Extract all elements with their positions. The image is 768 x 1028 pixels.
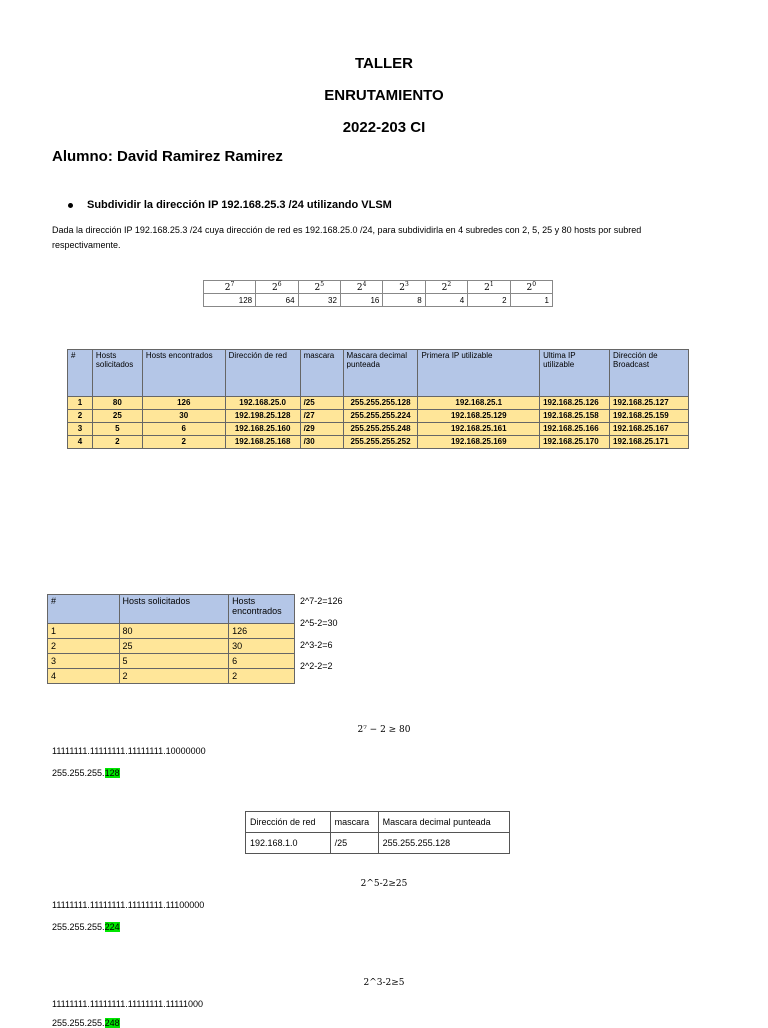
powers-exponent-row	[204, 281, 553, 294]
step3-binary: 11111111.11111111.11111111.11111000	[52, 999, 203, 1009]
step3-mask	[52, 1018, 120, 1028]
hosts-header-cell: Hosts solicitados	[119, 595, 229, 624]
hosts-cell: 6	[229, 654, 295, 669]
step1-mask-prefix: 255.255.255.	[52, 768, 105, 778]
doc-title-year: 2022-203 CI	[342, 119, 426, 136]
doc-title-taller: TALLER	[354, 55, 414, 72]
student-name: Alumno: David Ramirez Ramirez	[52, 148, 283, 165]
calc-line-4: 2^2-2=2	[300, 661, 333, 671]
step2-binary: 11111111.11111111.11111111.11100000	[52, 900, 205, 910]
power-exponent-cell	[468, 281, 510, 294]
vlsm-row	[68, 436, 689, 449]
vlsm-cell: 192.168.25.171	[610, 436, 689, 449]
hosts-header-row	[48, 595, 295, 624]
vlsm-cell: 192.168.25.167	[610, 423, 689, 436]
power-exponent-cell	[510, 281, 552, 294]
vlsm-header-cell: Ultima IP utilizable	[540, 350, 610, 397]
vlsm-cell: 255.255.255.248	[343, 423, 418, 436]
step1-mask	[52, 768, 120, 778]
vlsm-cell: 6	[142, 423, 225, 436]
step3-mask-prefix: 255.255.255.	[52, 1018, 105, 1028]
vlsm-cell: 192.168.25.158	[540, 410, 610, 423]
power-value-cell: 128	[204, 294, 256, 307]
powers-table	[203, 280, 553, 307]
hosts-cell: 1	[48, 624, 120, 639]
doc-title-enrutamiento: ENRUTAMIENTO	[324, 87, 444, 104]
hosts-cell: 2	[48, 639, 120, 654]
power-exponent: 7	[230, 281, 235, 288]
result-header-cell: mascara	[330, 812, 378, 833]
vlsm-header-cell: Hosts solicitados	[92, 350, 142, 397]
task-paragraph: Dada la dirección IP 192.168.25.3 /24 cuya dirección de red es 192.168.25.0 /24, para subdividirla en 4 subredes con 2, 5, 25 y 80 hosts por subred respectivamente.	[52, 225, 642, 250]
hosts-row	[48, 624, 295, 639]
power-base: 2	[272, 283, 278, 293]
power-exponent: 1	[489, 281, 494, 288]
result-cell: 255.255.255.128	[378, 833, 509, 854]
power-value-cell: 8	[383, 294, 425, 307]
step1-binary: 11111111.11111111.11111111.10000000	[52, 746, 206, 756]
vlsm-cell: 192.168.25.166	[540, 423, 610, 436]
vlsm-header-cell: mascara	[300, 350, 343, 397]
calc-line-2: 2^5-2=30	[300, 618, 338, 628]
power-base: 2	[356, 283, 363, 293]
power-exponent-cell	[383, 281, 425, 294]
vlsm-cell: 192.168.25.169	[418, 436, 540, 449]
vlsm-cell: /25	[300, 397, 343, 410]
vlsm-header-cell: #	[68, 350, 93, 397]
vlsm-cell: 80	[92, 397, 142, 410]
step2-mask-highlight: 224	[104, 922, 120, 932]
vlsm-cell: 192.168.25.161	[418, 423, 540, 436]
hosts-cell: 2	[229, 669, 295, 684]
task-bullet	[68, 199, 392, 211]
vlsm-cell: 4	[68, 436, 93, 449]
vlsm-body	[68, 397, 689, 449]
vlsm-row	[68, 423, 689, 436]
power-base: 2	[526, 283, 533, 293]
step3-formula: 2^3-2≥5	[363, 978, 405, 988]
vlsm-cell: 192.168.25.129	[418, 410, 540, 423]
vlsm-cell: 192.168.25.168	[225, 436, 300, 449]
vlsm-cell: /30	[300, 436, 343, 449]
vlsm-cell: 2	[142, 436, 225, 449]
hosts-cell: 2	[119, 669, 229, 684]
vlsm-cell: 2	[68, 410, 93, 423]
vlsm-cell: 192.168.25.170	[540, 436, 610, 449]
power-exponent: 2	[447, 281, 452, 288]
hosts-row	[48, 639, 295, 654]
power-exponent-cell	[204, 281, 256, 294]
calc-line-3: 2^3-2=6	[300, 640, 333, 650]
vlsm-table	[67, 349, 689, 449]
power-exponent-cell	[340, 281, 382, 294]
step2-mask	[52, 922, 120, 932]
bullet-dot-icon	[68, 203, 73, 208]
vlsm-header-cell: Mascara decimal punteada	[343, 350, 418, 397]
result-table	[245, 811, 510, 854]
hosts-cell: 5	[119, 654, 229, 669]
power-value-cell: 64	[256, 294, 298, 307]
vlsm-cell: 192.168.25.1	[418, 397, 540, 410]
step2-mask-prefix: 255.255.255.	[52, 922, 105, 932]
vlsm-cell: 192.168.25.159	[610, 410, 689, 423]
power-exponent-cell	[256, 281, 298, 294]
hosts-header-cell: Hosts encontrados	[229, 595, 295, 624]
task-bullet-text: Subdividir la dirección IP 192.168.25.3 /24 utilizando VLSM	[87, 199, 392, 211]
result-cell: 192.168.1.0	[246, 833, 331, 854]
power-exponent: 4	[362, 281, 367, 288]
power-base: 2	[399, 283, 405, 293]
vlsm-cell: 3	[68, 423, 93, 436]
vlsm-header-cell: Dirección de red	[225, 350, 300, 397]
vlsm-cell: /27	[300, 410, 343, 423]
power-base: 2	[314, 283, 321, 293]
vlsm-cell: /29	[300, 423, 343, 436]
step1-mask-highlight: 128	[104, 768, 120, 778]
power-base: 2	[484, 283, 490, 293]
vlsm-header-cell: Primera IP utilizable	[418, 350, 540, 397]
vlsm-cell: 255.255.255.128	[343, 397, 418, 410]
step3-mask-highlight: 248	[104, 1018, 120, 1028]
result-header-cell: Dirección de red	[246, 812, 331, 833]
result-header-row	[246, 812, 510, 833]
vlsm-row	[68, 397, 689, 410]
hosts-header-cell: #	[48, 595, 120, 624]
step2-formula: 2^5-2≥25	[360, 879, 408, 889]
power-exponent: 5	[320, 281, 325, 288]
hosts-cell: 4	[48, 669, 120, 684]
hosts-cell: 126	[229, 624, 295, 639]
vlsm-cell: 30	[142, 410, 225, 423]
calc-line-1: 2^7-2=126	[300, 596, 343, 606]
power-exponent: 3	[405, 281, 409, 288]
power-base: 2	[441, 283, 448, 293]
hosts-cell: 30	[229, 639, 295, 654]
vlsm-header-cell: Hosts encontrados	[142, 350, 225, 397]
vlsm-cell: 5	[92, 423, 142, 436]
step1-formula: 2⁷ − 2 ≥ 80	[357, 725, 411, 735]
vlsm-header-cell: Dirección de Broadcast	[610, 350, 689, 397]
power-value-cell: 2	[468, 294, 510, 307]
vlsm-cell: 255.255.255.224	[343, 410, 418, 423]
result-data-row	[246, 833, 510, 854]
vlsm-cell: 2	[92, 436, 142, 449]
power-exponent-cell	[425, 281, 467, 294]
power-value-cell: 16	[340, 294, 382, 307]
hosts-row	[48, 669, 295, 684]
result-header-cell: Mascara decimal punteada	[378, 812, 509, 833]
vlsm-cell: 192.168.25.160	[225, 423, 300, 436]
power-value-cell: 1	[510, 294, 552, 307]
vlsm-row	[68, 410, 689, 423]
power-value-cell: 4	[425, 294, 467, 307]
hosts-body	[48, 624, 295, 684]
power-base: 2	[224, 283, 231, 293]
hosts-cell: 80	[119, 624, 229, 639]
power-exponent: 0	[532, 281, 537, 288]
hosts-cell: 3	[48, 654, 120, 669]
vlsm-cell: 126	[142, 397, 225, 410]
vlsm-cell: 25	[92, 410, 142, 423]
result-cell: /25	[330, 833, 378, 854]
vlsm-cell: 192.168.25.127	[610, 397, 689, 410]
hosts-row	[48, 654, 295, 669]
vlsm-cell: 192.198.25.128	[225, 410, 300, 423]
hosts-table	[47, 594, 295, 684]
power-exponent: 6	[277, 281, 282, 288]
power-exponent-cell	[298, 281, 340, 294]
power-value-cell: 32	[298, 294, 340, 307]
hosts-cell: 25	[119, 639, 229, 654]
vlsm-cell: 1	[68, 397, 93, 410]
vlsm-cell: 192.168.25.0	[225, 397, 300, 410]
vlsm-cell: 192.168.25.126	[540, 397, 610, 410]
vlsm-cell: 255.255.255.252	[343, 436, 418, 449]
vlsm-header-row	[68, 350, 689, 397]
powers-value-row	[204, 294, 553, 307]
